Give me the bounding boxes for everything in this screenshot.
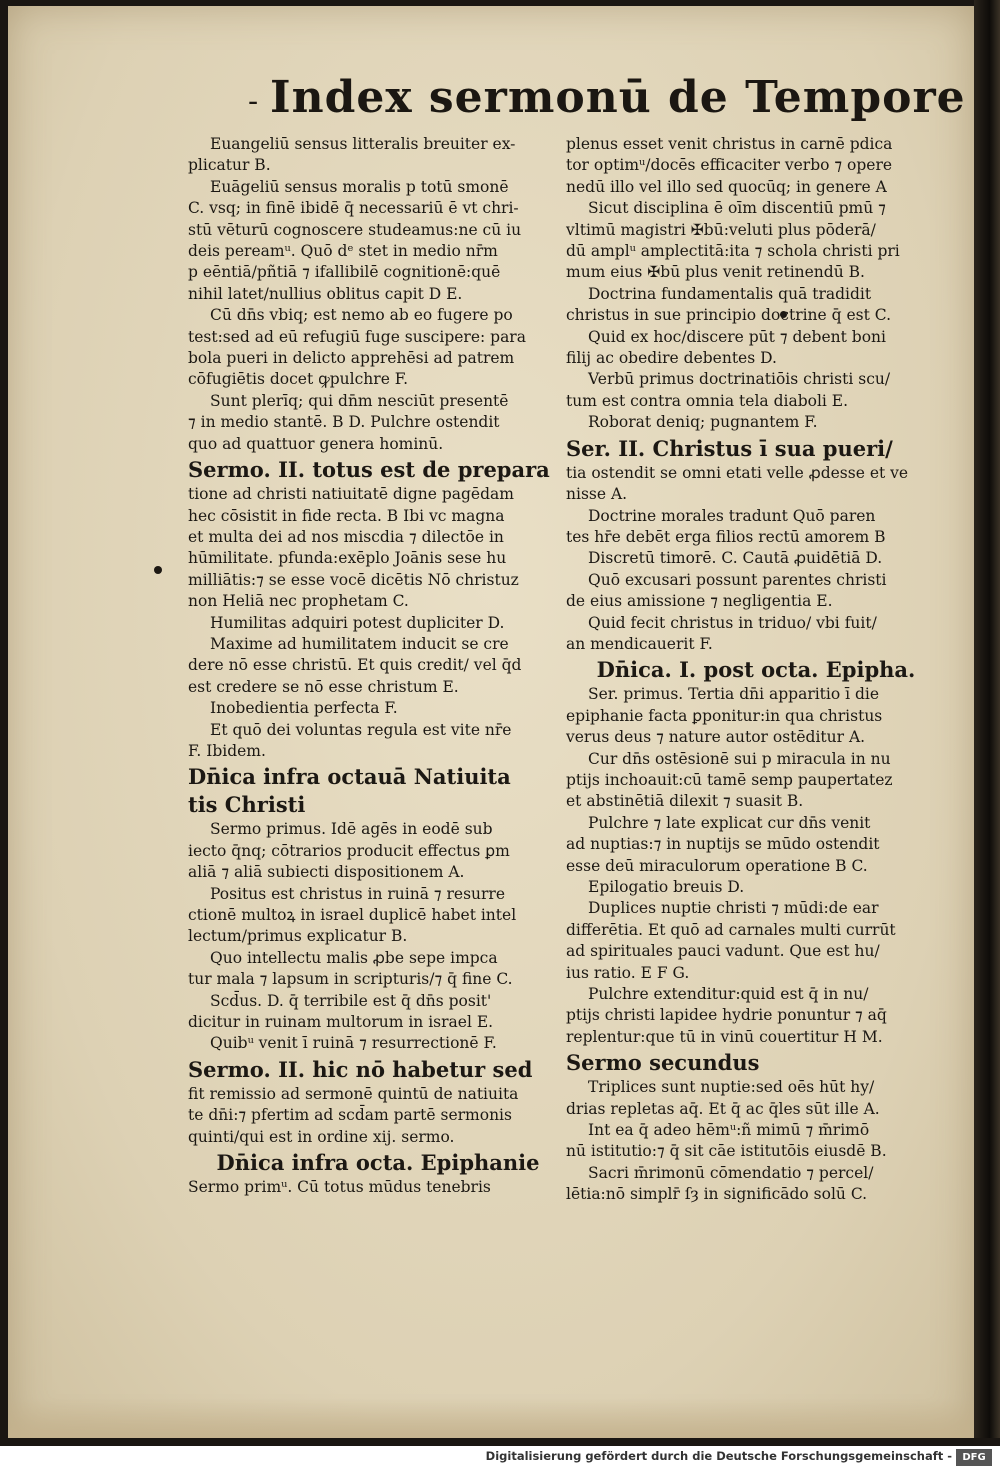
book-spine: [974, 0, 1000, 1438]
text-line: christus in sue principio doctrine q̄ est C.: [566, 306, 892, 325]
text-line: Humilitas adquiri potest dupliciter D.: [210, 613, 505, 632]
text-line: tione ad christi natiuitatē digne pagēdam: [188, 485, 514, 504]
title-ornament: -: [248, 84, 259, 119]
text-line: F. Ibidem.: [188, 741, 266, 760]
text-line: drias repletas aq̄. Et q̄ ac q̄les sūt ille A.: [566, 1099, 880, 1118]
text-line: dū amplᵘ amplectitā:ita ⁊ schola christi pri: [566, 242, 900, 261]
text-line: filij ac obedire debentes D.: [566, 349, 777, 368]
text-line: tes hr̄e debēt erga filios rectū amorem B: [566, 527, 886, 546]
text-line: Scd̄us. D. q̄ terribile est q̄ dn̄s posit': [210, 991, 492, 1010]
text-line: deis pereamᵘ. Quō dᵉ stet in medio nr̄m: [188, 242, 498, 261]
text-line: ad spirituales pauci vadunt. Que est hu/: [566, 942, 880, 961]
text-line: Sermo primus. Idē agēs in eodē sub: [210, 820, 493, 839]
text-line: Pulchre extenditur:quid est q̄ in nu/: [588, 985, 869, 1004]
text-line: vltimū magistri ✠bū:veluti plus pōderā/: [566, 220, 876, 239]
left-column: [188, 134, 568, 1198]
page-bottom-edge: [8, 1398, 974, 1438]
text-line: plenus esset venit christus in carnē pdica: [566, 135, 893, 153]
text-line: Quo intellectu malis ꝓbe sepe impca: [210, 948, 498, 967]
text-line: Epilogatio breuis D.: [588, 878, 745, 896]
footer-credit: Digitalisierung gefördert durch die Deutsche Forschungsgemeinschaft -: [485, 1449, 952, 1463]
text-line: Int ea q̄ adeo hēmᵘ:ñ mimū ⁊ m̄rimō: [588, 1121, 870, 1140]
text-line: Inobedientia perfecta F.: [210, 699, 398, 718]
text-line: mum eius ✠bū plus venit retinendū B.: [566, 263, 865, 282]
sermon-heading: Dn̄ica. I. post octa. Epipha.: [596, 657, 916, 683]
text-line: quinti/qui est in ordine xij. sermo.: [188, 1127, 455, 1146]
text-line: nisse A.: [566, 485, 628, 504]
text-line: ctionē multoꝝ in israel duplicē habet intel: [188, 906, 517, 924]
text-line: p eēntiā/pñtiā ⁊ ifallibilē cognitionē:quē: [188, 263, 501, 282]
text-line: nū istitutio:⁊ q̄ sit cāe istitutōis eiusdē B.: [566, 1142, 887, 1161]
text-line: Sacri m̄rimonū cōmendatio ⁊ percel/: [588, 1163, 874, 1182]
text-line: lētia:nō simplr̄ ſȝ in significādo solū C.: [566, 1185, 868, 1204]
text-line: hec cōsistit in fide recta. B Ibi vc magna: [188, 506, 505, 525]
sermon-heading: tis Christi: [188, 792, 306, 818]
sermon-heading: Sermo. II. totus est de prepara: [188, 457, 550, 483]
text-line: esse deū miraculorum operatione B C.: [566, 856, 868, 875]
text-line: Roborat deniq; pugnantem F.: [588, 413, 818, 432]
sermon-heading: Dn̄ica infra octa. Epiphanie: [216, 1150, 540, 1176]
text-line: an mendicauerit F.: [566, 634, 713, 653]
text-line: fit remissio ad sermonē quintū de natiuita: [188, 1084, 519, 1103]
text-line: Euangeliū sensus litteralis breuiter ex-: [210, 135, 516, 153]
text-line: ius ratio. E F G.: [566, 963, 690, 982]
margin-mark: [154, 566, 162, 574]
text-line: Doctrina fundamentalis quā tradidit: [588, 284, 872, 303]
sermon-heading: Sermo secundus: [566, 1050, 760, 1076]
text-line: differētia. Et quō ad carnales multi currūt: [566, 920, 896, 939]
text-line: Sicut disciplina ē oīm discentiū pmū ⁊: [588, 199, 886, 218]
text-line: et multa dei ad nos miscdia ⁊ dilectōe in: [188, 527, 504, 546]
text-line: dere nō esse christū. Et quis credit/ vel q̄d: [188, 656, 522, 675]
text-line: cōfugiētis docet ꝙpulchre F.: [188, 370, 409, 389]
text-line: C. vsq; in finē ibidē q̄ necessariū ē vt chri-: [188, 199, 519, 218]
text-line: hūmilitate. pfunda:exēplo Joānis sese hu: [188, 549, 507, 568]
text-line: test:sed ad eū refugiū fuge suscipere: para: [188, 327, 526, 346]
text-line: ad nuptias:⁊ in nuptijs se mūdo ostendit: [566, 835, 880, 854]
text-line: milliātis:⁊ se esse vocē dicētis Nō christuz: [188, 570, 519, 589]
text-line: Sermo primᵘ. Cū totus mūdus tenebris: [188, 1178, 491, 1197]
text-line: replentur:que tū in vinū couertitur H M.: [566, 1027, 883, 1046]
text-line: Quid ex hoc/discere pūt ⁊ debent boni: [588, 327, 886, 346]
text-line: non Heliā nec prophetam C.: [188, 592, 409, 611]
right-column: [566, 134, 946, 1206]
text-line: te dn̄i:⁊ pfertim ad scd̄am partē sermonis: [188, 1106, 512, 1125]
text-line: dicitur in ruinam multorum in israel E.: [188, 1013, 494, 1032]
text-line: aliā ⁊ aliā subiecti dispositionem A.: [188, 863, 465, 882]
text-line: de eius amissione ⁊ negligentia E.: [566, 592, 833, 611]
text-line: Cū dn̄s vbiq; est nemo ab eo fugere po: [210, 306, 513, 325]
text-line: quo ad quattuor genera hominū.: [188, 434, 444, 453]
page-title: Index sermonū de Tempore: [270, 72, 966, 123]
text-line: epiphanie facta ꝑponitur:in qua christus: [566, 706, 883, 725]
text-line: Duplices nuptie christi ⁊ mūdi:de ear: [588, 899, 879, 918]
text-line: ⁊ in medio stantē. B D. Pulchre ostendit: [188, 413, 500, 432]
text-line: Positus est christus in ruinā ⁊ resurre: [210, 884, 506, 903]
text-line: bola pueri in delicto apprehēsi ad patrem: [188, 349, 515, 368]
text-line: Cur dn̄s ostēsionē sui p miracula in nu: [588, 749, 891, 768]
dfg-logo: DFG: [956, 1449, 992, 1466]
text-line: stū vēturū cognoscere studeamus:ne cū iu: [188, 220, 522, 239]
text-line: Pulchre ⁊ late explicat cur dn̄s venit: [588, 813, 871, 832]
scanned-page: [8, 6, 974, 1438]
text-line: Discretū timorē. C. Cautā ꝓuidētiā D.: [588, 549, 883, 568]
text-line: tor optimᵘ/docēs efficaciter verbo ⁊ opere: [566, 156, 893, 175]
sermon-heading: Dn̄ica infra octauā Natiuita: [188, 764, 511, 790]
text-line: tia ostendit se omni etati velle ꝓdesse et ve: [566, 463, 909, 482]
text-line: Doctrine morales tradunt Quō paren: [588, 506, 876, 525]
text-line: est credere se nō esse christum E.: [188, 677, 459, 696]
text-line: Quibᵘ venit ī ruinā ⁊ resurrectionē F.: [210, 1034, 497, 1053]
text-line: ptijs inchoauit:cū tamē semp paupertatez: [566, 770, 893, 789]
text-line: ptijs christi lapidee hydrie ponuntur ⁊ aq̄: [566, 1006, 887, 1025]
text-line: nihil latet/nullius oblitus capit D E.: [188, 284, 463, 303]
text-line: lectum/primus explicatur B.: [188, 927, 408, 946]
text-line: Quid fecit christus in triduo/ vbi fuit/: [588, 613, 877, 632]
sermon-heading: Sermo. II. hic nō habetur sed: [188, 1056, 533, 1082]
sermon-heading: Ser. II. Christus ī sua pueri/: [566, 435, 893, 461]
text-line: Euāgeliū sensus moralis p totū smonē: [210, 177, 509, 196]
text-line: Sunt plerīq; qui dn̄m nesciūt presentē: [210, 391, 509, 410]
text-line: et abstinētiā dilexit ⁊ suasit B.: [566, 792, 804, 811]
text-line: Quō excusari possunt parentes christi: [588, 570, 887, 589]
text-line: Et quō dei voluntas regula est vite nr̄e: [210, 720, 512, 739]
text-line: tur mala ⁊ lapsum in scripturis/⁊ q̄ fine C.: [188, 970, 513, 989]
text-line: nedū illo vel illo sed quocūq; in genere A: [566, 177, 887, 196]
text-line: tum est contra omnia tela diaboli E.: [566, 391, 849, 410]
text-line: verus deus ⁊ nature autor ostēditur A.: [566, 728, 866, 747]
text-line: Ser. primus. Tertia dn̄i apparitio ī die: [588, 685, 880, 704]
text-line: Triplices sunt nuptie:sed oēs hūt hy/: [588, 1078, 875, 1097]
text-line: Verbū primus doctrinatiōis christi scu/: [588, 370, 891, 389]
text-line: Maxime ad humilitatem inducit se cre: [210, 634, 509, 653]
text-line: iecto q̄nq; cōtrarios producit effectus ꝑm: [188, 841, 510, 860]
footer-bar: [0, 1446, 1000, 1468]
text-line: plicatur B.: [188, 156, 271, 175]
